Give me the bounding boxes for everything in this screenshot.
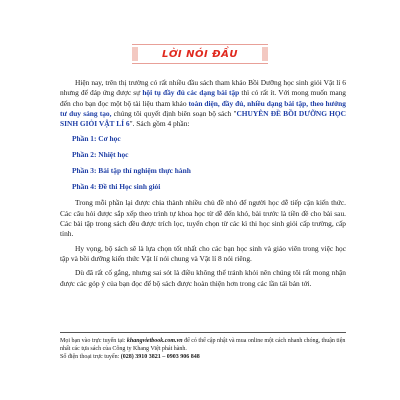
footer-phone-line	[60, 353, 346, 361]
website-link[interactable]: khangvietbook.com.vn	[126, 338, 183, 344]
phone-label: Số điện thoại trực tuyến:	[60, 354, 121, 360]
preface-body	[60, 78, 346, 293]
intro-highlight-1: hội tụ đầy đủ các dạng bài tập	[142, 88, 240, 98]
paragraph-hope: Hy vọng, bộ sách sẽ là lựa chọn tốt nhất cho các bạn học sinh và giáo viên trong việc học tập và bồi dưỡng kiến thức Vật lí nói chung và Vật lí 8 nói riêng.	[60, 243, 346, 263]
list-item: Phần 2: Nhiệt học	[72, 150, 129, 160]
paragraph-intro	[60, 78, 346, 129]
intro-text-3: chúng tôi quyết định biên soạn bộ sách "	[111, 108, 237, 118]
intro-text-2: thì có rất ít. Với mong muốn mang đến cho bạn đọc một bộ tài liệu tham khảo	[60, 88, 346, 108]
list-item: Phần 4: Đề thi Học sinh giỏi	[72, 182, 161, 192]
phone-number: (028) 3910 3821 – 0903 906 848	[120, 354, 200, 360]
footer-note	[60, 332, 346, 361]
intro-highlight-2: toàn diện, đầy đủ, nhiều dạng bài tập, theo hướng tư duy sáng tạo,	[60, 98, 346, 118]
list-item: Phần 1: Cơ học	[72, 134, 121, 144]
intro-text-4: ". Sách gồm 4 phần:	[129, 119, 190, 129]
paragraph-structure: Trong mỗi phần lại được chia thành nhiều chủ đề nhỏ để người học dễ tiếp cận kiến thức. Các câu hỏi được sắp xếp theo trình tự khoa học từ dễ đến khó, bài trước là tiền đề cho bài sau. Các bài tập trong sách đều được trích lọc, tuyển chọn từ các kì thi học sinh giỏi cấp trường, cấp tỉnh.	[60, 198, 346, 239]
page-title: LỜI NÓI ĐẦU	[162, 48, 238, 60]
title-frame	[132, 44, 268, 64]
footer-text-2: để có thể cập nhật và mua online một cách nhanh chóng, thuận tiện nhất các tựa sách của Công ty Khang Việt phát hành.	[60, 338, 346, 352]
parts-list	[72, 134, 346, 191]
title-banner	[132, 44, 268, 64]
intro-highlight-3: CHUYÊN ĐỀ BỒI DƯỠNG HỌC SINH GIỎI VẬT LÍ 6	[60, 108, 346, 129]
list-item: Phần 3: Bài tập thí nghiệm thực hành	[72, 166, 191, 176]
footer-website-line	[60, 337, 346, 353]
intro-text-1: Hiện nay, trên thị trường có rất nhiều đầu sách tham khảo Bồi Dưỡng học sinh giỏi Vật lí 6 nhưng để đáp ứng được sự	[60, 78, 346, 98]
footer-text: Mọi bạn vào trực tuyến tại:	[60, 338, 127, 344]
paragraph-closing: Dù đã rất cố gắng, nhưng sai sót là điều không thể tránh khỏi nên chúng tôi rất mong nhận được các góp ý của bạn đọc để bộ sách được hoàn thiện hơn trong các lần tái bản tới.	[60, 268, 346, 288]
